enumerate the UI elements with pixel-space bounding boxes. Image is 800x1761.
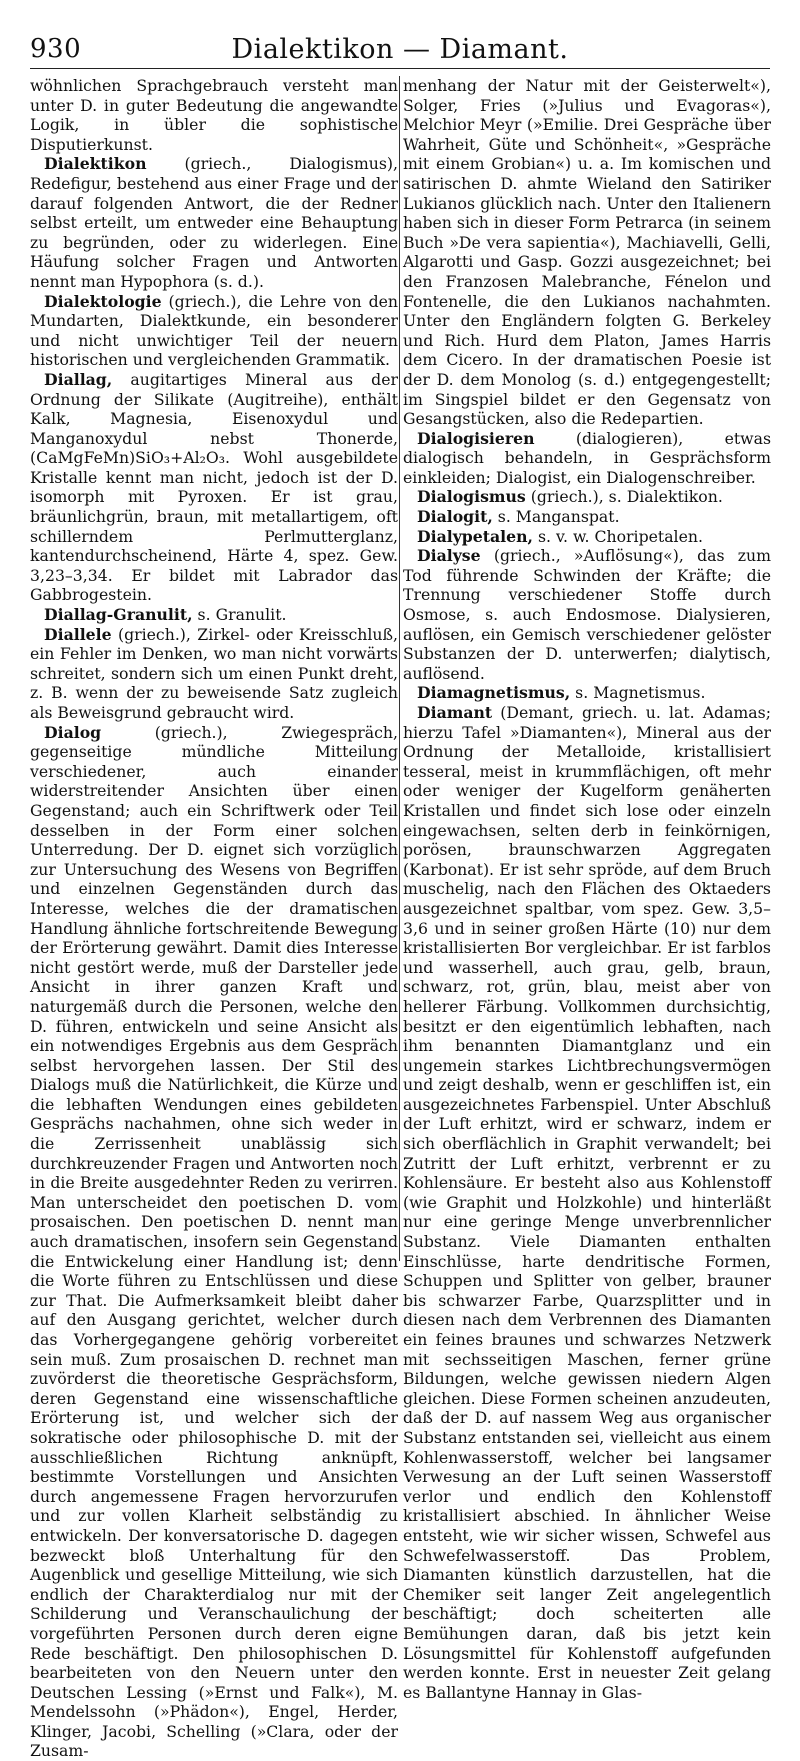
dictionary-entry (403, 507, 771, 527)
dictionary-entry (403, 527, 771, 547)
left-column (30, 76, 398, 1761)
entry-text: (griech., Dialogismus), Redefigur, bestehend aus einer Frage und der darauf folgenden Antwort, die der Redner selbst erteilt, um entweder eine Behauptung zu begründen, oder zu widerlegen. Eine Häufung solcher Fragen und Antworten nennt man Hypophora (s. d.). (30, 154, 398, 291)
entry-text: s. Granulit. (192, 605, 287, 625)
entry-headword: Diamagnetismus, (417, 683, 571, 703)
entry-headword: Diamant (417, 703, 493, 722)
dictionary-entry (30, 154, 398, 291)
entry-headword: Dialektikon (44, 154, 147, 174)
entry-headword: Diallag-Granulit, (44, 605, 193, 625)
entry-headword: Diallag, (44, 369, 113, 389)
page-header (30, 30, 770, 69)
entry-headword: Dialyse (417, 546, 481, 566)
entry-text: (griech.), die Lehre von den Mundarten, Dialektkunde, ein besonderer und nicht unwichtiger Teil der neuern historischen und vergleichenden Grammatik. (30, 291, 398, 370)
entry-text: s. v. w. Choripetalen. (532, 526, 703, 546)
entry-headword: Dialog (44, 722, 102, 742)
dictionary-entry (403, 487, 771, 507)
dictionary-entry (403, 703, 771, 1702)
page-number: 930 (30, 34, 82, 64)
dictionary-entry (30, 370, 398, 605)
entry-text: (Demant, griech. u. lat. Adamas; hierzu Tafel »Diamanten«), Mineral aus der Ordnung der Metalloide, kristallisiert tesseral, meist in krummflächigen, oft mehr oder weniger der Kugelform genäherten Kristallen und findet sich lose oder einzeln eingewachsen, selten derb in feinkörnigen, porösen, braunschwarzen Aggregaten (Karbonat). Er ist sehr spröde, auf dem Bruch muschelig, nach den Flächen des Oktaeders ausgezeichnet spaltbar, vom spez. Gew. 3,5–3,6 und in seiner großen Härte (10) nur dem kristallisierten Bor vergleichbar. Er ist farblos und wasserhell, auch grau, gelb, braun, schwarz, rot, grün, blau, meist aber von hellerer Färbung. Vollkommen durchsichtig, besitzt er den eigentümlich lebhaften, nach ihm benannten Diamantglanz und ein ungemein starkes Lichtbrechungsvermögen und zeigt deshalb, wenn er geschliffen ist, ein ausgezeichnetes Farbenspiel. Unter Abschluß der Luft erhitzt, wird er schwarz, indem er sich oberflächlich in Graphit verwandelt; bei Zutritt der Luft erhitzt, verbrennt er zu Kohlensäure. Er besteht also aus Kohlenstoff (wie Graphit und Holzkohle) und hinterläßt nur eine geringe Menge unverbrennlicher Substanz. Viele Diamanten enthalten Einschlüsse, harte dendritische Formen, Schuppen und Splitter von gelber, brauner bis schwarzer Farbe, Quarzsplitter und in diesen nach dem Verbrennen des Diamanten ein feines braunes und schwarzes Netzwerk mit sechsseitigen Maschen, ferner grüne Bildungen, welche gewissen niedern Algen gleichen. Diese Formen scheinen anzudeuten, daß der D. auf nassem Weg aus organischer Substanz entstanden sei, vielleicht aus einem Kohlenwasserstoff, welcher bei langsamer Verwesung an der Luft seinen Wasserstoff verlor und endlich den Kohlenstoff kristallisiert abschied. In ähnlicher Weise entsteht, wie wir sicher wissen, Schwefel aus Schwefelwasserstoff. Das Problem, Diamanten künstlich darzustellen, hat die Chemiker seit langer Zeit angelegentlich beschäftigt; doch scheiterten alle Bemühungen daran, daß bis jetzt kein Lösungsmittel für Kohlenstoff aufgefunden werden konnte. Erst in neuester Zeit gelang es Ballantyne Hannay in Glas- (403, 703, 771, 1702)
entry-text: s. Manganspat. (492, 507, 620, 527)
dictionary-entry (30, 625, 398, 723)
entry-headword: Dialektologie (44, 291, 162, 311)
entry-text: augitartiges Mineral aus der Ordnung der Silikate (Augitreihe), enthält Kalk, Magnesia, Eisenoxydul und Manganoxydul nebst Thonerde, (CaMgFeMn)SiO₃+Al₂O₃. Wohl ausgebildete Kristalle kennt man nicht, jedoch ist der D. isomorph mit Pyroxen. Er ist grau, bräunlichgrün, braun, mit metallartigem, oft schillerndem Perlmutterglanz, kantendurchscheinend, Härte 4, spez. Gew. 3,23–3,34. Er bildet mit Labrador das Gabbrogestein. (30, 369, 398, 605)
entry-headword: Dialogit, (417, 507, 493, 527)
entry-text: (griech., »Auflösung«), das zum Tod führende Schwinden der Kräfte; die Trennung verschiedener Stoffe durch Osmose, s. auch Endosmose. Dialysieren, auflösen, ein Gemisch verschiedener gelöster Substanzen der D. unterwerfen; dialytisch, auflösend. (403, 546, 771, 683)
entry-text: (griech.), Zirkel- oder Kreisschluß, ein Fehler im Denken, wo man nicht vorwärts schreitet, sondern sich um einen Punkt dreht, z. B. wenn der zu beweisende Satz zugleich als Beweisgrund gebraucht wird. (30, 624, 398, 722)
entry-headword: Dialogisieren (417, 428, 535, 448)
dictionary-entry (403, 546, 771, 683)
entry-text: s. Magnetismus. (570, 683, 706, 703)
continued-text: wöhnlichen Sprachgebrauch versteht man unter D. in guter Bedeutung die angewandte Logik, in übler die sophistische Disputierkunst. (30, 76, 398, 154)
entry-headword: Dialogismus (417, 487, 526, 507)
entry-text: (griech.), Zwiegespräch, gegenseitige mündliche Mitteilung verschiedener, auch einander widerstreitender Ansichten über einen Gegenstand; auch ein Schriftwerk oder Teil desselben in der Form einer solchen Unterredung. Der D. eignet sich vorzüglich zur Untersuchung des Wesens von Begriffen und einzelnen Gegenständen durch das Interesse, welches die der dramatischen Handlung ähnliche fortschreitende Bewegung der Erörterung gewährt. Damit dies Interesse nicht gestört werde, muß der Darsteller jede Ansicht in ihrer ganzen Kraft und naturgemäß durch die Personen, welche den D. führen, entwickeln und seine Ansicht als ein notwendiges Ergebnis aus dem Gespräch selbst hervorgehen lassen. Der Stil des Dialogs muß die Natürlichkeit, die Kürze und die lebhaften Wendungen eines gebildeten Gesprächs nachahmen, ohne sich weder in die Zerrissenheit unablässig sich durchkreuzender Fragen und Antworten noch in die Breite ausgedehnter Reden zu verirren. Man unterscheidet den poetischen D. vom prosaischen. Den poetischen D. nennt man auch dramatischen, insofern sein Gegenstand die Entwickelung einer Handlung ist; denn die Worte führen zu Entschlüssen und diese zur That. Die Aufmerksamkeit bleibt daher auf den Ausgang gerichtet, welcher durch das Vorhergegangene gehörig vorbereitet sein muß. Zum prosaischen D. rechnet man zuvörderst die theoretische Gesprächsform, deren Gegenstand eine wissenschaftliche Erörterung ist, und welcher sich der sokratische oder philosophische D. mit der ausschließlichen Richtung anknüpft, bestimmte Vorstellungen und Ansichten durch angemessene Fragen hervorzurufen und zur vollen Klarheit selbständig zu entwickeln. Der konversatorische D. dagegen bezweckt bloß Unterhaltung für den Augenblick und gesellige Mitteilung, wie sich endlich der Charakterdialog nur mit der Schilderung und Veranschaulichung der vorgeführten Personen durch deren eigne Rede beschäftigt. Den philosophischen D. bearbeiteten von den Neuern unter den Deutschen Lessing (»Ernst und Falk«), M. Mendelssohn (»Phädon«), Engel, Herder, Klinger, Jacobi, Schelling (»Clara, oder der Zusam- (30, 722, 398, 1761)
entry-text: (griech.), s. Dialektikon. (525, 487, 723, 507)
continued-text: menhang der Natur mit der Geisterwelt«), Solger, Fries (»Julius und Evagoras«), Melchior Meyr (»Emilie. Drei Gespräche über Wahrheit, Güte und Schönheit«, »Gespräche mit einem Grobian«) u. a. Im komischen und satirischen D. ahmte Wieland den Satiriker Lukianos glücklich nach. Unter den Italienern haben sich in dieser Form Petrarca (in seinem Buch »De vera sapientia«), Machiavelli, Gelli, Algarotti und Gasp. Gozzi ausgezeichnet; bei den Franzosen Malebranche, Fénelon und Fontenelle, die den Lukianos nachahmten. Unter den Engländern folgten G. Berkeley und Rich. Hurd dem Platon, James Harris dem Cicero. In der dramatischen Poesie ist der D. dem Monolog (s. d.) entgegengestellt; im Singspiel bildet er den Gegensatz von Gesangstücken, also die Redepartien. (403, 76, 771, 429)
dictionary-entry (30, 723, 398, 1761)
entry-text: (dialogieren), etwas dialogisch behandeln, in Gesprächsform einkleiden; Dialogist, ein Dialogenschreiber. (403, 428, 771, 487)
dictionary-entry (30, 605, 398, 625)
dictionary-entry (30, 292, 398, 370)
running-head: Dialektikon — Diamant. (231, 34, 569, 65)
right-column (403, 76, 771, 1702)
entry-headword: Diallele (44, 624, 112, 644)
entry-headword: Dialypetalen, (417, 526, 533, 546)
column-divider (399, 76, 400, 1261)
dictionary-entry (403, 429, 771, 488)
dictionary-entry (403, 683, 771, 703)
